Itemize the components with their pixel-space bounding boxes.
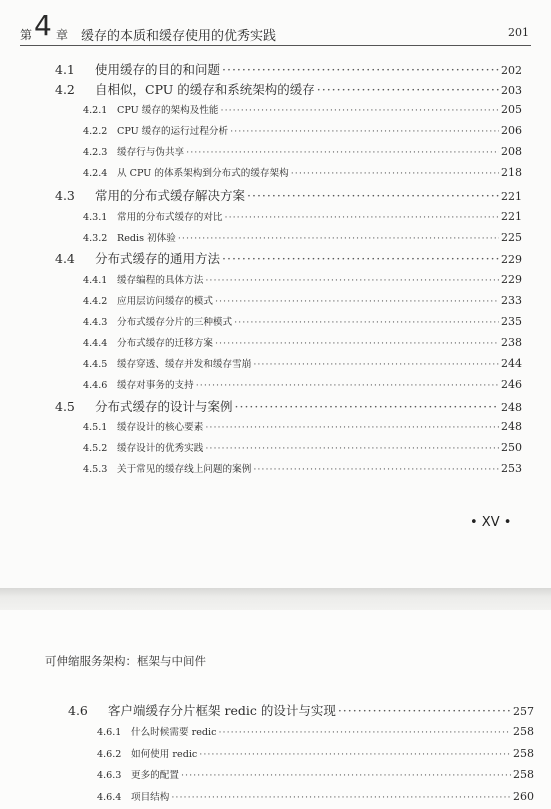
toc-entry[interactable]: [55, 249, 522, 267]
chapter-prefix: 第: [20, 28, 33, 42]
toc-page: 235: [501, 315, 522, 328]
toc-number: 4.6: [68, 703, 88, 718]
toc-page: 221: [501, 210, 522, 223]
toc-title: 缓存设计的核心要素: [117, 422, 204, 433]
toc-title: 应用层访问缓存的模式: [117, 296, 213, 307]
page-separator: [0, 588, 551, 610]
toc-entry[interactable]: [83, 144, 522, 158]
toc-entry[interactable]: [97, 746, 534, 760]
toc-page: 253: [501, 462, 522, 475]
toc-leader: [215, 296, 499, 307]
toc-entry[interactable]: [68, 701, 534, 719]
toc-number: 4.5.2: [83, 443, 108, 454]
toc-number: 4.2.3: [83, 147, 108, 158]
toc-page-2: [0, 610, 551, 809]
toc-entry[interactable]: [83, 165, 522, 179]
toc-entry[interactable]: [97, 789, 534, 803]
toc-entry[interactable]: [55, 80, 522, 98]
toc-title: 常用的分布式缓存的对比: [117, 212, 223, 223]
toc-title: 分布式缓存的迁移方案: [117, 338, 213, 349]
toc-page: 258: [513, 725, 534, 738]
toc-title: CPU 缓存的架构及性能: [117, 105, 219, 116]
toc-entry[interactable]: [83, 272, 522, 286]
toc-number: 4.2.2: [83, 126, 108, 137]
toc-leader: [222, 62, 499, 77]
page-marker: • XV •: [470, 515, 512, 530]
toc-number: 4.3.1: [83, 212, 108, 223]
toc-entry[interactable]: [83, 461, 522, 475]
toc-number: 4.4.4: [83, 338, 108, 349]
toc-page: 208: [501, 145, 522, 158]
toc-title: 自相似，CPU 的缓存和系统架构的缓存: [95, 82, 315, 97]
toc-number: 4.4.1: [83, 275, 108, 286]
chapter-title: 缓存的本质和缓存使用的优秀实践: [81, 29, 277, 44]
toc-title: 项目结构: [131, 792, 170, 803]
toc-number: 4.4.3: [83, 317, 108, 328]
toc-title: 缓存设计的优秀实践: [117, 443, 204, 454]
toc-entry[interactable]: [83, 440, 522, 454]
toc-leader: [230, 126, 499, 137]
toc-entry[interactable]: [83, 293, 522, 307]
toc-title: 分布式缓存分片的三种模式: [117, 317, 233, 328]
toc-title: 从 CPU 的体系架构到分布式的缓存架构: [117, 168, 289, 179]
toc-leader: [253, 359, 499, 370]
toc-page: 244: [501, 357, 522, 370]
toc-leader: [181, 770, 511, 781]
toc-leader: [221, 105, 499, 116]
toc-leader: [178, 233, 499, 244]
toc-page: 218: [501, 166, 522, 179]
toc-page: 205: [501, 103, 522, 116]
toc-leader: [234, 317, 499, 328]
toc-title: 更多的配置: [131, 770, 179, 781]
toc-entry[interactable]: [83, 123, 522, 137]
toc-number: 4.6.1: [97, 727, 122, 738]
toc-page: 229: [501, 273, 522, 286]
toc-leader: [222, 251, 499, 266]
toc-page: 233: [501, 294, 522, 307]
toc-page: 225: [501, 231, 522, 244]
toc-number: 4.3: [55, 188, 75, 203]
toc-page: 203: [501, 84, 522, 97]
toc-entry[interactable]: [83, 419, 522, 433]
toc-number: 4.3.2: [83, 233, 108, 244]
toc-entry[interactable]: [83, 102, 522, 116]
toc-entry[interactable]: [97, 724, 534, 738]
toc-page: 206: [501, 124, 522, 137]
toc-number: 4.4.5: [83, 359, 108, 370]
toc-leader: [253, 464, 499, 475]
chapter-header: [20, 6, 531, 46]
toc-title: 缓存穿透、缓存并发和缓存雪崩: [117, 359, 252, 370]
toc-leader: [338, 703, 511, 718]
toc-number: 4.5: [55, 399, 75, 414]
toc-page: 229: [501, 253, 522, 266]
toc-title: 缓存行与伪共享: [117, 147, 185, 158]
toc-number: 4.1: [55, 62, 75, 77]
chapter-number: 4: [34, 9, 52, 42]
toc-leader: [215, 338, 499, 349]
book-title: 可伸缩服务架构：框架与中间件: [45, 654, 206, 668]
toc-title: 什么时候需要 redic: [131, 727, 217, 738]
toc-title: 关于常见的缓存线上问题的案例: [117, 464, 252, 475]
toc-title: 缓存编程的具体方法: [117, 275, 204, 286]
toc-leader: [186, 147, 499, 158]
toc-number: 4.5.1: [83, 422, 108, 433]
toc-leader: [218, 727, 511, 738]
toc-entry[interactable]: [83, 314, 522, 328]
toc-page: 250: [501, 441, 522, 454]
toc-number: 4.4: [55, 251, 75, 266]
toc-leader: [196, 380, 499, 391]
toc-title: 常用的分布式缓存解决方案: [95, 188, 246, 203]
toc-leader: [317, 82, 499, 97]
toc-entry[interactable]: [83, 230, 522, 244]
toc-entry[interactable]: [83, 335, 522, 349]
toc-title: Redis 初体验: [117, 233, 176, 244]
toc-leader: [171, 792, 511, 803]
toc-page: 202: [501, 64, 522, 77]
toc-page: 248: [501, 401, 522, 414]
toc-leader: [225, 212, 499, 223]
chapter-suffix: 章: [56, 28, 69, 42]
toc-page: 248: [501, 420, 522, 433]
toc-entry[interactable]: [83, 209, 522, 223]
toc-leader: [291, 168, 499, 179]
toc-leader: [247, 188, 499, 203]
toc-leader: [235, 399, 499, 414]
toc-page: 258: [513, 747, 534, 760]
toc-title: 分布式缓存的设计与案例: [95, 399, 233, 414]
toc-entry[interactable]: [97, 767, 534, 781]
toc-number: 4.2.1: [83, 105, 108, 116]
toc-entry[interactable]: [83, 377, 522, 391]
toc-leader: [199, 749, 511, 760]
toc-title: 客户端缓存分片框架 redic 的设计与实现: [108, 703, 336, 718]
toc-number: 4.6.3: [97, 770, 122, 781]
toc-page: 221: [501, 190, 522, 203]
toc-entry[interactable]: [55, 186, 522, 204]
toc-number: 4.6.4: [97, 792, 122, 803]
toc-title: 使用缓存的目的和问题: [95, 62, 221, 77]
toc-number: 4.5.3: [83, 464, 108, 475]
toc-page: 260: [513, 790, 534, 803]
toc-number: 4.4.6: [83, 380, 108, 391]
toc-leader: [205, 422, 499, 433]
toc-leader: [205, 443, 499, 454]
toc-entry[interactable]: [83, 356, 522, 370]
toc-entry[interactable]: [55, 60, 522, 78]
toc-page: 238: [501, 336, 522, 349]
toc-page: 246: [501, 378, 522, 391]
toc-title: CPU 缓存的运行过程分析: [117, 126, 229, 137]
toc-page: 257: [513, 705, 534, 718]
toc-leader: [205, 275, 499, 286]
toc-number: 4.4.2: [83, 296, 108, 307]
toc-number: 4.6.2: [97, 749, 122, 760]
toc-entry[interactable]: [55, 397, 522, 415]
toc-title: 如何使用 redic: [131, 749, 198, 760]
toc-number: 4.2: [55, 82, 75, 97]
toc-page: 258: [513, 768, 534, 781]
toc-title: 分布式缓存的通用方法: [95, 251, 221, 266]
header-page-number: 201: [508, 26, 529, 39]
toc-number: 4.2.4: [83, 168, 108, 179]
toc-title: 缓存对事务的支持: [117, 380, 194, 391]
